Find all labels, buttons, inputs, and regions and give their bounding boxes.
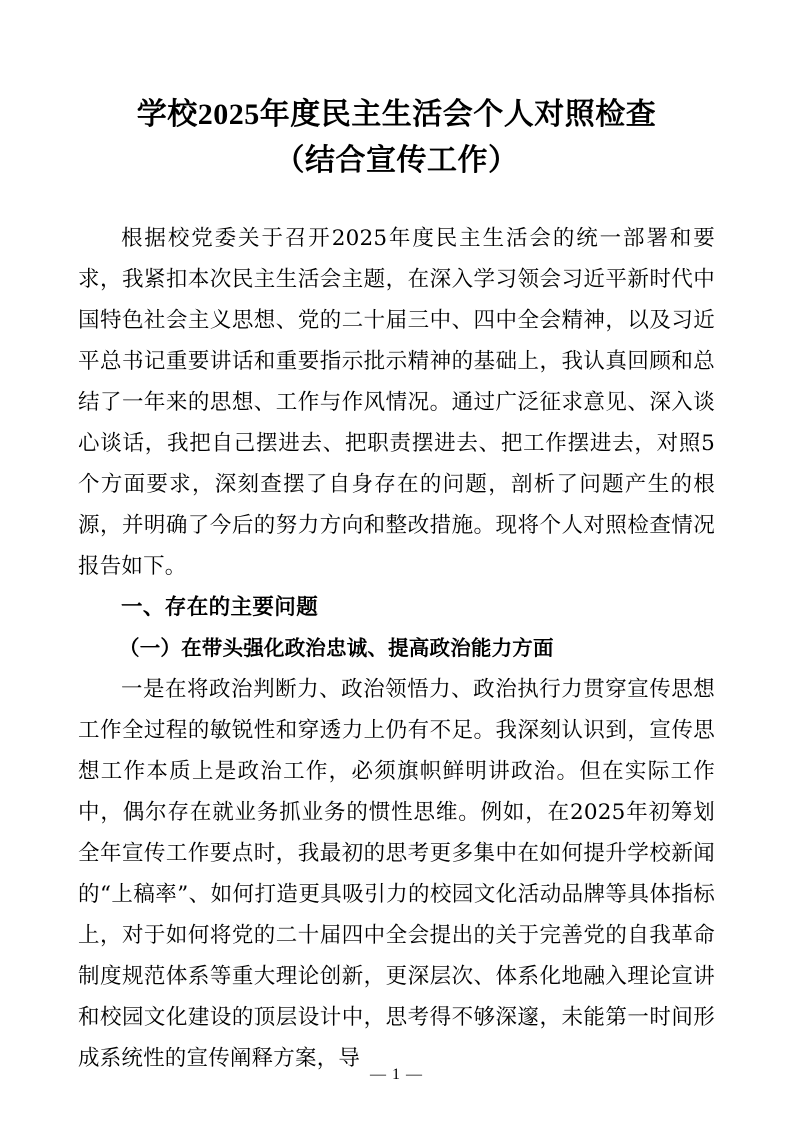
section-heading-2: （一）在带头强化政治忠诚、提高政治能力方面 (119, 637, 554, 660)
page-title (78, 92, 715, 184)
body-paragraph-2: 一是在将政治判断力、政治领悟力、政治执行力贯穿宣传思想工作全过程的敏锐性和穿透力上仍有不足。我深刻认识到，宣传思想工作本质上是政治工作，必须旗帜鲜明讲政治。但在实际工作中，偶尔存在就业务抓业务的惯性思维。例如，在2025年初筹划全年宣传工作要点时，我最初的思考更多集中在如何提升学校新闻的“上稿率”、如何打造更具吸引力的校园文化活动品牌等具体指标上，对于如何将党的二十届四中全会提出的关于完善党的自我革命制度规范体系等重大理论创新，更深层次、体系化地融入理论宣讲和校园文化建设的顶层设计中，思考得不够深邃，未能第一时间形成系统性的宣传阐释方案，导 (78, 677, 715, 1071)
page-title-line-2: （结合宣传工作） (274, 144, 519, 177)
page-title-line-1: 学校2025年度民主生活会个人对照检查 (136, 98, 657, 131)
body-paragraph-1: 根据校党委关于召开2025年度民主生活会的统一部署和要求，我紧扣本次民主生活会主题，在深入学习领会习近平新时代中国特色社会主义思想、党的二十届三中、四中全会精神，以及习近平总书记重要讲话和重要指示批示精神的基础上，我认真回顾和总结了一年来的思想、工作与作风情况。通过广泛征求意见、深入谈心谈话，我把自己摆进去、把职责摆进去、把工作摆进去，对照5个方面要求，深刻查摆了自身存在的问题，剖析了问题产生的根源，并明确了今后的努力方向和整改措施。现将个人对照检查情况报告如下。 (78, 226, 715, 579)
page-number: — 1 — (370, 1066, 423, 1083)
section-heading-1: 一、存在的主要问题 (121, 595, 319, 619)
